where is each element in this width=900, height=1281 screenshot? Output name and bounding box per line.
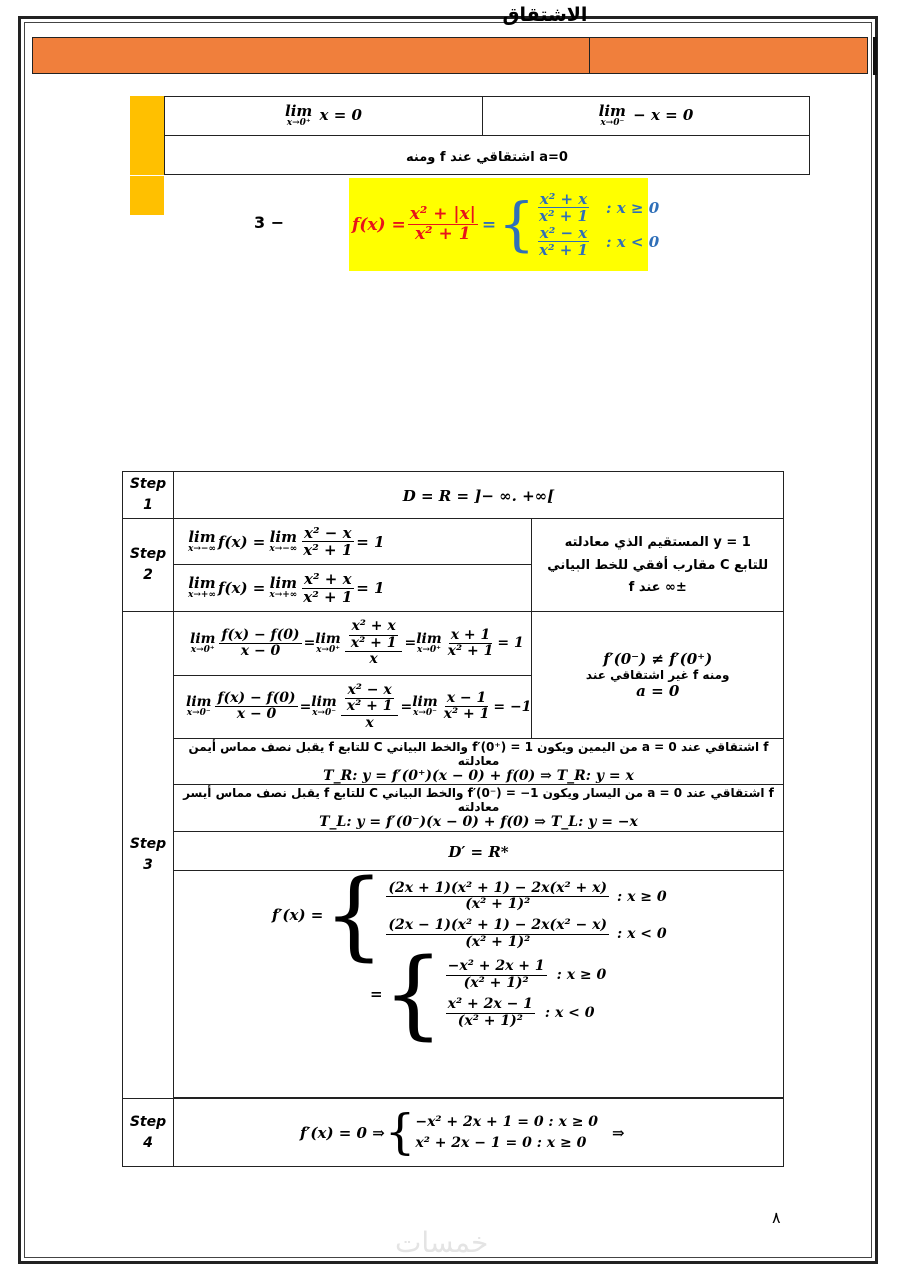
watermark: خمسات	[395, 1226, 489, 1259]
asymptote-text-cell	[532, 519, 784, 612]
step-1-content-cell	[174, 472, 784, 519]
function-definition	[352, 178, 659, 271]
derivative-simplified: = { $\frac{\text{−x² + 2x + 1}}{\text{(x² + 1)²}}$ : x ≥ 0 $\frac{\text{x² + 2x − 1}}{\text{(x² + 1)²}}$ : x < 0	[370, 937, 607, 1050]
header-divider	[589, 38, 590, 73]
step-3-label: Step 3	[123, 612, 174, 1099]
limit-minus-infinity: lim x→−∞ f(x) = lim x→−∞ $\frac{\text{x² − x}}{\text{x² + 1}}$ = 1	[188, 523, 385, 559]
limit-table	[164, 96, 810, 175]
limit-plus-infinity: lim x→+∞ f(x) = lim x→+∞ $\frac{\text{x² + x}}{\text{x² + 1}}$ = 1	[188, 570, 385, 606]
step-4-label: Step 4	[123, 1099, 174, 1167]
differentiable-conclusion: ومنه f اشتقاقي عند a=0	[406, 149, 568, 165]
right-derivative-limit: lim x→0⁺ $\frac{f(x) - f(0)}{x - 0}$ = lim x→0⁺ $\frac{\frac{\text{x² + x}}{\text{x² + 1}}}{x}$ = lim x→0⁺ $\frac{x + 1}{\text{x² + 1}}$ = 1	[190, 618, 524, 668]
function-fraction: $\frac{\text{x² + |x|}}{\text{x² + 1}}$	[409, 204, 476, 244]
right-tangent-cell	[174, 739, 784, 785]
left-derivative-cell	[174, 676, 532, 739]
conclusion-cell	[165, 136, 810, 175]
limit-right-cell	[483, 97, 810, 136]
step-2-limit-plus-cell	[174, 565, 532, 612]
step-4-content-cell	[174, 1099, 784, 1167]
limit-left: lim x→0⁺ x = 0	[285, 102, 362, 128]
right-tangent-equation: T_R: y = f′(0⁺)(x − 0) + f(0) ⇒ T_R: y = x	[323, 767, 634, 784]
step-2-label: Step 2	[123, 519, 174, 612]
one-sided-derivatives-unequal: f′(0⁻) ≠ f′(0⁺)	[603, 650, 713, 668]
step-1-label: Step 1	[123, 472, 174, 519]
not-differentiable-text: ومنه f غير اشتقاقي عند	[585, 668, 730, 682]
page-number: ٨	[772, 1208, 781, 1227]
left-tangent-text: f اشتقاقي عند a = 0 من اليسار ويكون f′(0⁻) = −1 والخط البياني C للتابع f يقبل نصف مماس أيسر معادلته	[183, 786, 774, 814]
left-tangent-equation: T_L: y = f′(0⁻)(x − 0) + f(0) ⇒ T_L: y = −x	[319, 814, 638, 830]
cases-brace: {	[498, 190, 536, 259]
function-lhs: f(x) =	[352, 214, 406, 235]
case-negative: $\frac{\text{x² − x}}{\text{x² + 1}}$ : x < 0	[539, 223, 660, 259]
derivative-formula-cell	[174, 859, 784, 1098]
derivative-domain-cell	[174, 832, 784, 871]
limit-right: lim x→0⁻ − x = 0	[598, 102, 694, 128]
derivative-formula: f′(x) = { $\frac{\text{(2x + 1)(x² + 1) − 2x(x² + x)}}{\text{(x² + 1)²}}$ : x ≥ 0 $\frac{\text{(2x − 1)(x² + 1) − 2x(x² − x)}}{\text{(x² + 1)²}}$ : x < 0	[272, 859, 667, 971]
derivative-domain: D′ = R*	[448, 842, 509, 861]
not-differentiable-cell	[532, 612, 784, 739]
yellow-marker-top	[130, 96, 164, 175]
section-title: الاشتقاق	[502, 4, 588, 26]
left-tangent-cell	[174, 785, 784, 832]
domain-definition: D = R = ]− ∞. +∞[	[402, 486, 555, 505]
header-edge-mark	[873, 37, 877, 75]
derivative-zero-equation: f′(x) = 0 ⇒ { −x² + 2x + 1 = 0 : x ≥ 0 x² + 2x − 1 = 0 : x ≥ 0 ⇒	[300, 1104, 625, 1161]
right-derivative-cell	[174, 612, 532, 676]
horizontal-asymptote-text: المستقيم الذي معادلته y = 1 مقارب أفقي للخط البياني C للتابع f عند ∞±	[547, 534, 769, 596]
step-2-limit-minus-cell	[174, 519, 532, 565]
right-tangent-text: f اشتقاقي عند a = 0 من اليمين ويكون f′(0⁺) = 1 والخط البياني C للتابع f يقبل نصف مماس أيمن معادلته	[188, 739, 769, 768]
case-nonnegative: $\frac{\text{x² + x}}{\text{x² + 1}}$ : x ≥ 0	[539, 189, 660, 225]
yellow-marker-bottom	[130, 176, 164, 215]
left-derivative-limit: lim x→0⁻ $\frac{f(x) - f(0)}{x - 0}$ = lim x→0⁻ $\frac{\frac{\text{x² − x}}{\text{x² + 1}}}{x}$ = lim x→0⁻ $\frac{x - 1}{\text{x² + 1}}$ = −1	[186, 681, 532, 731]
equals-sign: =	[481, 214, 497, 235]
limit-left-cell	[165, 97, 483, 136]
point-a: a = 0	[636, 682, 680, 700]
section-header-bar	[32, 37, 868, 74]
steps-table	[122, 471, 784, 1167]
item-label: 3 −	[254, 213, 285, 232]
piecewise-cases	[535, 191, 659, 259]
